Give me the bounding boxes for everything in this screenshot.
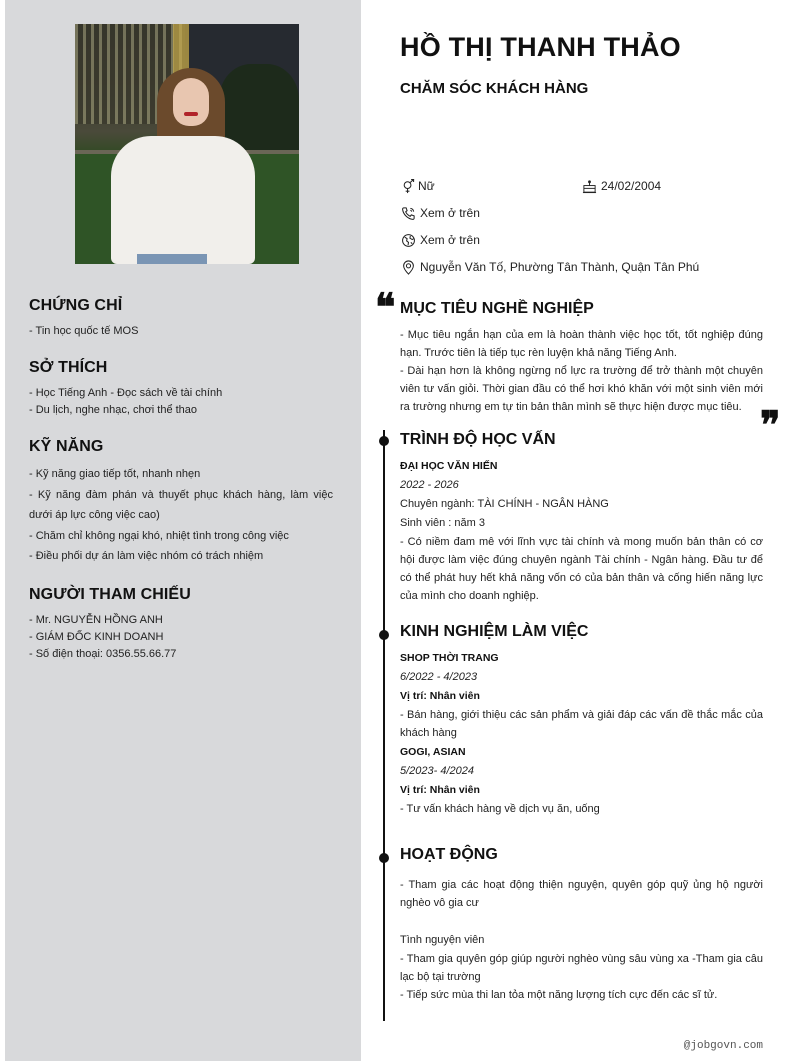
- photo-person-lips: [184, 112, 198, 116]
- contact-gender: [400, 176, 435, 196]
- candidate-name: HỒ THỊ THANH THẢO: [400, 32, 681, 62]
- address-value: Nguyễn Văn Tố, Phường Tân Thành, Quận Tân Phú: [420, 260, 700, 274]
- job-position: Vị trí: Nhân viên: [400, 690, 480, 702]
- reference-item: - GIÁM ĐỐC KINH DOANH: [29, 631, 164, 643]
- contact-phone: [400, 203, 480, 223]
- experience-title: KINH NGHIỆM LÀM VIỆC: [400, 623, 589, 640]
- birthday-cake-icon: [581, 178, 597, 194]
- profile-photo: [75, 24, 299, 264]
- job-description: - Bán hàng, giới thiệu các sản phẩm và giải đáp các vấn đề thắc mắc của khách hàng: [400, 709, 763, 739]
- globe-icon: [400, 232, 416, 248]
- job-title: CHĂM SÓC KHÁCH HÀNG: [400, 80, 589, 97]
- activities-section: [400, 846, 763, 1004]
- reference-item: - Mr. NGUYỄN HỒNG ANH: [29, 614, 163, 626]
- school-name: ĐẠI HỌC VĂN HIẾN: [400, 460, 498, 472]
- skills-section: [29, 438, 333, 567]
- education-year: Sinh viên : năm 3: [400, 517, 485, 529]
- watermark: @jobgovn.com: [683, 1040, 763, 1052]
- job-period: 5/2023- 4/2024: [400, 765, 475, 777]
- gender-icon: [400, 178, 416, 194]
- skill-item: - Kỹ năng giao tiếp tốt, nhanh nhẹn: [29, 468, 201, 480]
- experience-section: [400, 623, 763, 818]
- job-entry: [400, 743, 763, 818]
- objective-paragraph: - Mục tiêu ngắn hạn của em là hoàn thành việc học tốt, tốt nghiệp đúng hạn. Trước tiên là tiếp tục rèn luyện khả năng Tiếng Anh.: [400, 329, 763, 359]
- certificates-title: CHỨNG CHỈ: [29, 297, 123, 314]
- timeline-line: [383, 430, 385, 1021]
- photo-person-face: [173, 78, 209, 126]
- contact-website: [400, 230, 480, 250]
- quote-open-icon: ❝: [375, 284, 396, 329]
- birthday-value: 24/02/2004: [601, 179, 662, 193]
- job-description: - Tư vấn khách hàng về dịch vụ ăn, uống: [400, 803, 600, 815]
- job-position: Vị trí: Nhân viên: [400, 784, 480, 796]
- activities-intro: - Tham gia các hoạt động thiện nguyện, quyên góp quỹ ủng hộ người nghèo vô gia cư: [400, 879, 763, 909]
- hobbies-section: [29, 359, 333, 419]
- phone-icon: [400, 205, 416, 221]
- certificate-item: - Tin học quốc tế MOS: [29, 325, 139, 337]
- references-title: NGƯỜI THAM CHIẾU: [29, 586, 191, 603]
- education-major: Chuyên ngành: TÀI CHÍNH - NGÂN HÀNG: [400, 498, 609, 510]
- education-title: TRÌNH ĐỘ HỌC VẤN: [400, 431, 556, 448]
- timeline-dot-icon: [379, 630, 389, 640]
- job-company: SHOP THỜI TRANG: [400, 652, 499, 664]
- activities-role: Tình nguyện viên: [400, 934, 485, 946]
- location-pin-icon: [400, 259, 416, 275]
- education-section: [400, 431, 763, 605]
- skill-item: - Chăm chỉ không ngại khó, nhiệt tình trong công việc: [29, 529, 289, 542]
- objective-title: MỤC TIÊU NGHỀ NGHIỆP: [400, 300, 594, 317]
- activity-item: - Tham gia quyên góp giúp người nghèo vùng sâu vùng xa -Tham gia câu lạc bộ tại trường: [400, 953, 763, 983]
- education-period: 2022 - 2026: [400, 479, 459, 491]
- education-description: - Có niềm đam mê với lĩnh vực tài chính và mong muốn bản thân có cơ hội được làm việc đúng chuyên ngành Tài chính - Ngân hàng. Đầu tư để có thể phát huy hết khả năng vốn có của bản thân và cống hiến năng lực của mình cho doanh nghiệp.: [400, 536, 763, 602]
- photo-person-jeans: [137, 254, 207, 264]
- website-value: Xem ở trên: [420, 233, 480, 247]
- hobby-item: - Học Tiếng Anh - Đọc sách về tài chính: [29, 387, 223, 399]
- quote-close-icon: ❞: [760, 402, 781, 447]
- contact-birthday: [581, 176, 661, 196]
- certificates-section: [29, 297, 333, 340]
- skill-item: - Điều phối dự án làm việc nhóm có trách nhiệm: [29, 550, 264, 562]
- contact-address: [400, 257, 699, 277]
- reference-item: - Số điện thoại: 0356.55.66.77: [29, 648, 177, 660]
- skills-title: KỸ NĂNG: [29, 438, 104, 455]
- job-period: 6/2022 - 4/2023: [400, 671, 478, 683]
- activities-title: HOẠT ĐỘNG: [400, 846, 498, 863]
- skill-item: - Kỹ năng đàm phán và thuyết phục khách hàng, làm việc dưới áp lực công việc cao): [29, 488, 333, 521]
- photo-person-shirt: [111, 136, 255, 264]
- job-entry: [400, 649, 763, 742]
- timeline-dot-icon: [379, 436, 389, 446]
- phone-value: Xem ở trên: [420, 206, 480, 220]
- gender-value: Nữ: [418, 179, 435, 193]
- objective-paragraph: - Dài hạn hơn là không ngừng nổ lực ra trường để trở thành một chuyên viên tư vấn giỏi. Thời gian đầu có thể hơi khó khăn với một sinh viên mới ra trường nhưng em tự tin bản thân mình sẽ thực hiện được mục tiêu.: [400, 365, 763, 413]
- hobbies-title: SỞ THÍCH: [29, 359, 108, 376]
- references-section: [29, 586, 333, 663]
- objective-section: [400, 300, 763, 416]
- activity-item: - Tiếp sức mùa thi lan tỏa một năng lượng tích cực đến các sĩ tử.: [400, 989, 718, 1001]
- job-company: GOGI, ASIAN: [400, 746, 466, 758]
- timeline-dot-icon: [379, 853, 389, 863]
- hobby-item: - Du lịch, nghe nhạc, chơi thể thao: [29, 404, 198, 416]
